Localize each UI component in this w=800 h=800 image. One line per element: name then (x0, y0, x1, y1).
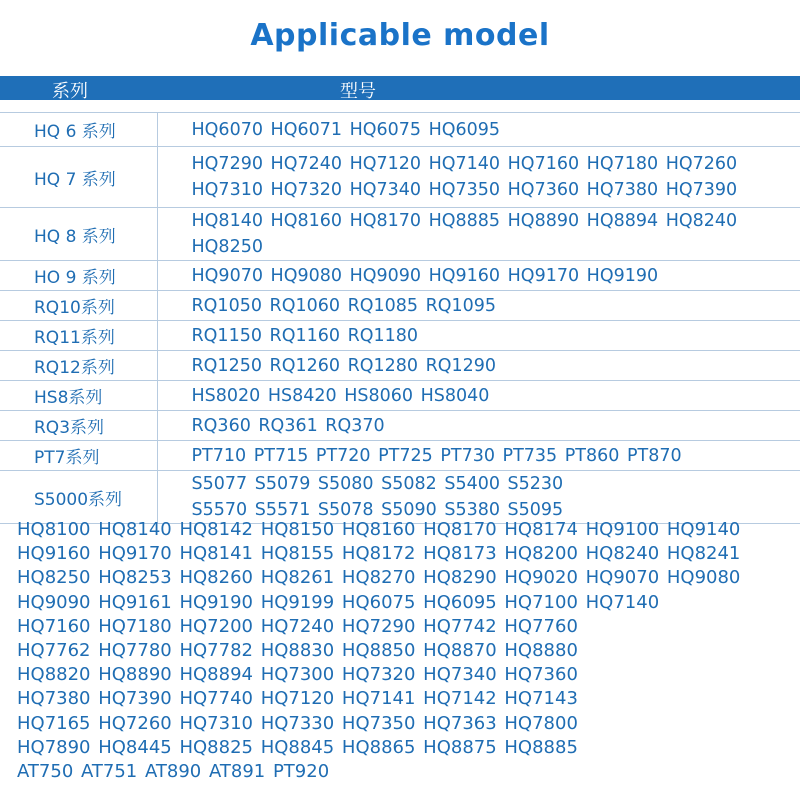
series-cell: HQ 7 系列 (0, 147, 157, 208)
series-cell: HO 9 系列 (0, 261, 157, 291)
model-line: HQ8140 HQ8160 HQ8170 HQ8885 HQ8890 HQ8894 HQ8240 (191, 211, 738, 231)
models-cell (157, 291, 800, 321)
models-cell (157, 411, 800, 441)
series-cell: RQ11系列 (0, 321, 157, 351)
header-model-label: 型号 (340, 81, 376, 102)
model-line: S5077 S5079 S5080 S5082 S5400 S5230 (191, 474, 564, 494)
model-line: RQ1050 RQ1060 RQ1085 RQ1095 (191, 295, 497, 316)
extra-model-line: HQ7165 HQ7260 HQ7310 HQ7330 HQ7350 HQ7363 HQ7800 (17, 712, 578, 734)
model-line: HQ7290 HQ7240 HQ7120 HQ7140 HQ7160 HQ7180 HQ7260 (191, 154, 738, 174)
series-cell: HQ 6 系列 (0, 113, 157, 147)
models-cell (157, 321, 800, 351)
table-row (0, 321, 800, 351)
models-cell (157, 381, 800, 411)
model-line: HQ6070 HQ6071 HQ6075 HQ6095 (191, 119, 501, 140)
model-line: HQ7310 HQ7320 HQ7340 HQ7350 HQ7360 HQ7380 HQ7390 (191, 180, 738, 200)
table-row (0, 291, 800, 321)
extra-model-line: HQ7160 HQ7180 HQ7200 HQ7240 HQ7290 HQ7742 HQ7760 (17, 615, 578, 637)
extra-model-list (17, 518, 797, 784)
models-cell (157, 147, 800, 208)
extra-model-line: HQ9090 HQ9161 HQ9190 HQ9199 HQ6075 HQ6095 HQ7100 HQ7140 (17, 591, 660, 613)
extra-model-line: HQ8250 HQ8253 HQ8260 HQ8261 HQ8270 HQ8290 HQ9020 HQ9070 HQ9080 (17, 567, 741, 589)
extra-model-line: HQ9160 HQ9170 HQ8141 HQ8155 HQ8172 HQ8173 HQ8200 HQ8240 HQ8241 (17, 543, 741, 565)
series-cell: RQ3系列 (0, 411, 157, 441)
model-line: RQ1150 RQ1160 RQ1180 (191, 325, 419, 346)
extra-model-line: HQ8820 HQ8890 HQ8894 HQ7300 HQ7320 HQ7340 HQ7360 (17, 664, 578, 686)
table-header (0, 76, 800, 100)
extra-model-line: HQ8100 HQ8140 HQ8142 HQ8150 HQ8160 HQ8170 HQ8174 HQ9100 HQ9140 (17, 519, 741, 540)
series-cell: HS8系列 (0, 381, 157, 411)
extra-model-line: AT750 AT751 AT890 AT891 PT920 (17, 761, 330, 783)
table-row (0, 147, 800, 208)
model-line: HQ8250 (191, 237, 263, 257)
table-row (0, 113, 800, 147)
model-line: RQ1250 RQ1260 RQ1280 RQ1290 (191, 355, 497, 376)
models-cell (157, 208, 800, 261)
models-cell (157, 471, 800, 524)
table-row (0, 208, 800, 261)
table-row (0, 261, 800, 291)
model-line: RQ360 RQ361 RQ370 (191, 415, 385, 436)
model-line: S5570 S5571 S5078 S5090 S5380 S5095 (191, 500, 564, 520)
table-row (0, 471, 800, 524)
models-cell (157, 261, 800, 291)
models-cell (157, 351, 800, 381)
series-cell: RQ10系列 (0, 291, 157, 321)
series-cell: HQ 8 系列 (0, 208, 157, 261)
model-line: PT710 PT715 PT720 PT725 PT730 PT735 PT860 PT870 (191, 445, 682, 466)
model-table (0, 112, 800, 524)
header-series-label: 系列 (52, 81, 88, 102)
extra-model-line: HQ7890 HQ8445 HQ8825 HQ8845 HQ8865 HQ8875 HQ8885 (17, 736, 578, 758)
table-row (0, 411, 800, 441)
series-cell: RQ12系列 (0, 351, 157, 381)
model-line: HS8020 HS8420 HS8060 HS8040 (191, 385, 490, 406)
model-line: HQ9070 HQ9080 HQ9090 HQ9160 HQ9170 HQ9190 (191, 265, 659, 286)
series-cell: S5000系列 (0, 471, 157, 524)
table-row (0, 381, 800, 411)
extra-model-line: HQ7762 HQ7780 HQ7782 HQ8830 HQ8850 HQ8870 HQ8880 (17, 640, 578, 662)
extra-model-line: HQ7380 HQ7390 HQ7740 HQ7120 HQ7141 HQ7142 HQ7143 (17, 688, 578, 710)
models-cell (157, 441, 800, 471)
series-cell: PT7系列 (0, 441, 157, 471)
table-row (0, 351, 800, 381)
models-cell (157, 113, 800, 147)
page-title: Applicable model (250, 18, 550, 53)
table-row (0, 441, 800, 471)
